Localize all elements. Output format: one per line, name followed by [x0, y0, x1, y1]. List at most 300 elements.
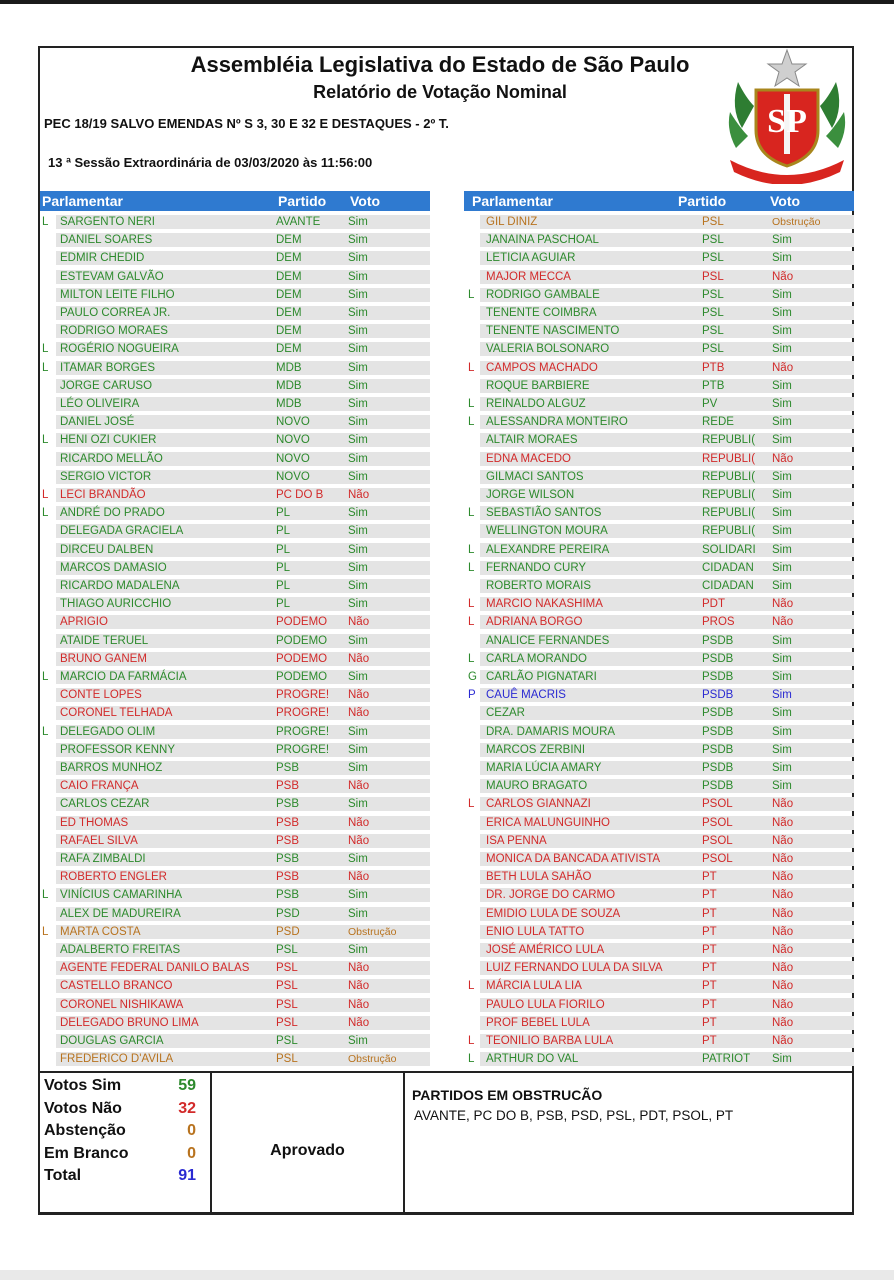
vote-value: Sim	[772, 652, 792, 665]
vote-value: Sim	[348, 743, 368, 756]
parlamentar-name: TEONILIO BARBA LULA	[486, 1035, 614, 1047]
parlamentar-name: ERICA MALUNGUINHO	[486, 816, 610, 829]
row-shading	[480, 706, 854, 720]
parlamentar-name: RICARDO MELLÃO	[60, 452, 163, 465]
vote-row	[40, 359, 430, 377]
vote-value: Sim	[348, 234, 368, 247]
party-name: PSDB	[702, 780, 734, 793]
vote-row	[40, 304, 430, 322]
vote-value: Sim	[348, 452, 368, 465]
vote-value: Não	[772, 1016, 794, 1029]
vote-row	[40, 1014, 430, 1032]
vote-row	[40, 395, 430, 413]
vote-value: Não	[348, 707, 370, 720]
row-flag: L	[468, 561, 475, 574]
vote-row	[40, 686, 430, 704]
vote-value: Sim	[348, 270, 368, 283]
total-label: Votos Sim	[44, 1077, 122, 1094]
party-name: PROGRE!	[276, 743, 330, 756]
row-flag: L	[468, 398, 475, 410]
parlamentar-name: CARLÃO PIGNATARI	[486, 671, 597, 683]
vote-row	[464, 286, 854, 304]
party-name: PSL	[702, 307, 724, 319]
row-flag: L	[42, 507, 49, 520]
parlamentar-name: ROBERTO MORAIS	[486, 580, 592, 592]
top-edge	[0, 0, 894, 4]
total-label: Total	[44, 1167, 82, 1184]
parlamentar-name: EMIDIO LULA DE SOUZA	[486, 907, 621, 920]
row-flag: L	[468, 416, 475, 429]
parlamentar-name: RAFA ZIMBALDI	[60, 853, 146, 865]
vote-value: Sim	[348, 434, 368, 447]
header-partido: Partido	[678, 193, 727, 209]
vote-row	[40, 977, 430, 995]
seal-letters: SP	[767, 103, 807, 140]
vote-value: Sim	[348, 1035, 368, 1047]
vote-value: Sim	[772, 379, 792, 392]
party-name: PT	[702, 1035, 717, 1047]
party-name: REPUBLI(	[702, 452, 756, 465]
parlamentar-name: ANALICE FERNANDES	[486, 634, 610, 647]
parlamentar-name: CARLOS GIANNAZI	[486, 798, 591, 811]
vote-value: Sim	[348, 889, 368, 902]
parlamentar-name: MONICA DA BANCADA ATIVISTA	[486, 853, 661, 865]
vote-value: Não	[772, 962, 794, 975]
vote-value: Sim	[348, 416, 368, 429]
parlamentar-name: ESTEVAM GALVÃO	[60, 270, 164, 283]
party-name: PSB	[276, 853, 300, 865]
parlamentar-name: CARLOS CEZAR	[60, 798, 150, 811]
vote-row	[464, 886, 854, 904]
row-flag: L	[42, 216, 49, 228]
party-name: PSOL	[702, 816, 733, 829]
party-name: PT	[702, 944, 717, 956]
party-name: PL	[276, 561, 291, 574]
party-name: AVANTE	[276, 216, 321, 228]
vote-row	[464, 359, 854, 377]
vote-row	[40, 559, 430, 577]
parlamentar-name: RODRIGO MORAES	[60, 325, 168, 338]
vote-value: Sim	[348, 325, 368, 338]
vote-row	[464, 795, 854, 813]
vote-row	[464, 632, 854, 650]
row-flag: L	[42, 434, 49, 447]
party-name: PSB	[276, 780, 300, 793]
party-name: PODEMO	[276, 616, 328, 629]
parlamentar-name: EDMIR CHEDID	[60, 252, 145, 265]
bottom-edge	[0, 1270, 894, 1280]
vote-value: Não	[772, 598, 794, 611]
vote-value: Não	[772, 944, 794, 956]
row-flag: L	[42, 889, 49, 902]
vote-value: Sim	[772, 707, 792, 720]
party-name: DEM	[276, 288, 302, 301]
parlamentar-name: HENI OZI CUKIER	[60, 434, 157, 447]
vote-row	[464, 1032, 854, 1050]
party-name: PT	[702, 962, 717, 975]
vote-value: Sim	[772, 634, 792, 647]
vote-value: Não	[772, 616, 794, 629]
party-name: PDT	[702, 598, 725, 611]
vote-row	[464, 450, 854, 468]
parlamentar-name: DANIEL JOSÉ	[60, 416, 135, 429]
vote-row	[464, 1050, 854, 1068]
party-name: MDB	[276, 361, 302, 374]
vote-row	[464, 304, 854, 322]
party-name: PL	[276, 543, 291, 556]
header-voto: Voto	[350, 193, 381, 209]
vote-row	[464, 322, 854, 340]
header-partido: Partido	[278, 193, 327, 209]
party-name: NOVO	[276, 434, 310, 447]
vote-value: Não	[348, 834, 370, 847]
vote-value: Sim	[348, 361, 368, 374]
total-label: Votos Não	[44, 1099, 122, 1117]
vote-row	[464, 777, 854, 795]
parlamentar-name: JOSÉ AMÉRICO LULA	[486, 944, 605, 956]
vote-value: Sim	[772, 743, 792, 756]
parlamentar-name: JORGE WILSON	[486, 489, 575, 501]
vote-value: Não	[348, 1016, 370, 1029]
parlamentar-name: DIRCEU DALBEN	[60, 543, 154, 556]
vote-value: Não	[348, 652, 370, 665]
party-name: PSL	[702, 325, 724, 338]
vote-value: Sim	[348, 762, 368, 774]
vote-value: Sim	[348, 525, 368, 538]
summary-divider	[403, 1071, 405, 1215]
vote-row	[40, 486, 430, 504]
sp-coat-of-arms-icon	[724, 48, 850, 184]
party-name: PSL	[276, 998, 298, 1011]
parlamentar-name: ED THOMAS	[60, 816, 129, 829]
row-flag: L	[42, 343, 49, 356]
vote-value: Sim	[772, 762, 792, 774]
vote-row	[40, 286, 430, 304]
parlamentar-name: DR. JORGE DO CARMO	[486, 889, 616, 902]
party-name: PSL	[702, 343, 724, 356]
party-name: PSOL	[702, 798, 733, 811]
vote-row	[40, 1050, 430, 1068]
total-value: 32	[178, 1099, 196, 1117]
vote-row	[464, 249, 854, 267]
party-name: PSL	[702, 252, 724, 265]
vote-row	[40, 868, 430, 886]
party-name: DEM	[276, 307, 302, 319]
parlamentar-name: CASTELLO BRANCO	[60, 980, 173, 993]
party-name: PSB	[276, 871, 300, 884]
vote-row	[464, 759, 854, 777]
row-flag: L	[468, 507, 475, 520]
vote-value: Sim	[348, 598, 368, 611]
vote-row	[40, 905, 430, 923]
vote-value: Obstrução	[348, 1053, 397, 1066]
parlamentar-name: ROGÉRIO NOGUEIRA	[60, 343, 179, 356]
vote-value: Não	[772, 1035, 794, 1047]
party-name: REPUBLI(	[702, 470, 756, 483]
parlamentar-name: ADALBERTO FREITAS	[60, 944, 181, 956]
parlamentar-name: TENENTE NASCIMENTO	[486, 325, 620, 338]
party-name: PROGRE!	[276, 689, 330, 702]
vote-value: Sim	[348, 507, 368, 520]
vote-value: Sim	[772, 525, 792, 538]
parlamentar-name: FERNANDO CURY	[486, 561, 587, 574]
vote-row	[40, 759, 430, 777]
parlamentar-name: THIAGO AURICCHIO	[60, 598, 172, 611]
parlamentar-name: GIL DINIZ	[486, 216, 538, 228]
vote-row	[40, 832, 430, 850]
parlamentar-name: LUIZ FERNANDO LULA DA SILVA	[486, 962, 663, 975]
header-parlamentar: Parlamentar	[42, 193, 123, 209]
row-flag: L	[468, 1035, 475, 1047]
pec-description: PEC 18/19 SALVO EMENDAS Nº S 3, 30 E 32 E DESTAQUES - 2º T.	[44, 116, 449, 131]
party-name: PSL	[702, 288, 724, 301]
total-label: Em Branco	[44, 1144, 129, 1162]
vote-value: Não	[772, 853, 794, 865]
vote-row	[464, 868, 854, 886]
vote-row	[464, 959, 854, 977]
party-name: PL	[276, 525, 291, 538]
vote-value: Sim	[772, 234, 792, 247]
parlamentar-name: MARCIO DA FARMÁCIA	[60, 671, 187, 683]
vote-row	[40, 959, 430, 977]
party-name: REDE	[702, 416, 734, 429]
party-name: CIDADAN	[702, 561, 754, 574]
party-name: PSDB	[702, 671, 734, 683]
row-flag: L	[468, 543, 475, 556]
party-name: PSB	[276, 816, 300, 829]
vote-row	[464, 213, 854, 231]
vote-value: Sim	[348, 853, 368, 865]
party-name: PSD	[276, 907, 300, 920]
vote-value: Sim	[772, 398, 792, 410]
party-name: PSL	[702, 270, 724, 283]
party-name: PSOL	[702, 853, 733, 865]
row-flag: L	[42, 361, 49, 374]
parlamentar-name: MARCOS DAMASIO	[60, 561, 167, 574]
vote-value: Não	[348, 998, 370, 1011]
party-name: PT	[702, 925, 717, 938]
parlamentar-name: MAJOR MECCA	[486, 270, 571, 283]
vote-row	[40, 996, 430, 1014]
vote-row	[40, 777, 430, 795]
party-name: PSL	[276, 944, 298, 956]
party-name: PSL	[702, 216, 724, 228]
row-flag: L	[468, 598, 475, 611]
vote-row	[40, 213, 430, 231]
parlamentar-name: CONTE LOPES	[60, 689, 142, 702]
parlamentar-name: ROBERTO ENGLER	[60, 871, 167, 884]
vote-row	[40, 431, 430, 449]
party-name: PL	[276, 507, 291, 520]
session-info: 13 ª Sessão Extraordinária de 03/03/2020 às 11:56:00	[48, 155, 373, 170]
parlamentar-name: CAIO FRANÇA	[60, 780, 139, 793]
parlamentar-name: ALTAIR MORAES	[486, 434, 578, 447]
row-flag: L	[42, 671, 49, 683]
parlamentar-name: MARCIO NAKASHIMA	[486, 598, 603, 611]
party-name: REPUBLI(	[702, 434, 756, 447]
vote-value: Sim	[348, 725, 368, 738]
vote-row	[464, 723, 854, 741]
party-name: NOVO	[276, 452, 310, 465]
parlamentar-name: ALEXANDRE PEREIRA	[486, 543, 610, 556]
party-name: PT	[702, 980, 717, 993]
row-flag: L	[468, 616, 475, 629]
parlamentar-name: MARTA COSTA	[60, 925, 141, 938]
parlamentar-name: VALERIA BOLSONARO	[486, 343, 610, 356]
parlamentar-name: BARROS MUNHOZ	[60, 762, 163, 774]
party-name: PATRIOT	[702, 1053, 751, 1066]
vote-row	[464, 977, 854, 995]
vote-row	[40, 450, 430, 468]
vote-value: Sim	[348, 398, 368, 410]
vote-row	[40, 704, 430, 722]
obstruction-title: PARTIDOS EM OBSTRUCÃO	[412, 1087, 603, 1103]
parlamentar-name: ARTHUR DO VAL	[486, 1053, 579, 1066]
vote-value: Não	[348, 780, 370, 793]
party-name: PSL	[276, 1016, 298, 1029]
vote-row	[40, 632, 430, 650]
vote-row	[40, 923, 430, 941]
vote-row	[40, 941, 430, 959]
vote-value: Sim	[772, 252, 792, 265]
party-name: PT	[702, 1016, 717, 1029]
vote-value: Não	[772, 270, 794, 283]
vote-row	[40, 668, 430, 686]
vote-value: Não	[348, 616, 370, 629]
vote-value: Não	[348, 962, 370, 975]
vote-row	[464, 486, 854, 504]
document-title: Assembléia Legislativa do Estado de São Paulo	[190, 52, 690, 77]
vote-row	[464, 595, 854, 613]
vote-value: Sim	[772, 780, 792, 793]
party-name: REPUBLI(	[702, 525, 756, 538]
parlamentar-name: BRUNO GANEM	[60, 652, 147, 665]
row-flag: L	[468, 980, 475, 993]
row-shading	[56, 615, 430, 629]
party-name: PSL	[276, 1053, 298, 1066]
party-name: PSDB	[702, 634, 734, 647]
party-name: DEM	[276, 234, 302, 247]
vote-value: Sim	[348, 580, 368, 592]
vote-row	[464, 741, 854, 759]
vote-row	[464, 468, 854, 486]
party-name: PTB	[702, 361, 725, 374]
party-name: PROGRE!	[276, 725, 330, 738]
vote-value: Não	[772, 798, 794, 811]
party-name: REPUBLI(	[702, 489, 756, 501]
party-name: PSDB	[702, 652, 734, 665]
vote-value: Sim	[348, 634, 368, 647]
vote-row	[464, 268, 854, 286]
vote-row	[464, 686, 854, 704]
parlamentar-name: REINALDO ALGUZ	[486, 398, 586, 410]
party-name: PSL	[276, 980, 298, 993]
vote-row	[40, 522, 430, 540]
row-flag: G	[468, 671, 477, 683]
vote-row	[464, 613, 854, 631]
parlamentar-name: DELEGADO BRUNO LIMA	[60, 1016, 199, 1029]
vote-value: Sim	[772, 580, 792, 592]
vote-value: Não	[348, 489, 370, 501]
vote-value: Sim	[772, 689, 792, 702]
vote-row	[40, 850, 430, 868]
parlamentar-name: PROF BEBEL LULA	[486, 1016, 590, 1029]
vote-row	[40, 1032, 430, 1050]
parlamentar-name: DANIEL SOARES	[60, 234, 153, 247]
party-name: PC DO B	[276, 489, 324, 501]
party-name: PV	[702, 398, 718, 410]
vote-row	[464, 340, 854, 358]
vote-value: Sim	[348, 543, 368, 556]
vote-value: Sim	[348, 470, 368, 483]
vote-row	[40, 613, 430, 631]
row-flag: L	[42, 925, 49, 938]
party-name: MDB	[276, 398, 302, 410]
vote-row	[464, 850, 854, 868]
party-name: PSB	[276, 798, 300, 811]
vote-row	[40, 268, 430, 286]
party-name: PSDB	[702, 762, 734, 774]
vote-value: Sim	[772, 307, 792, 319]
party-name: PODEMO	[276, 652, 328, 665]
parlamentar-name: DELEGADO OLIM	[60, 725, 156, 738]
parlamentar-name: BETH LULA SAHÃO	[486, 871, 592, 884]
vote-row	[464, 541, 854, 559]
vote-value: Não	[348, 980, 370, 993]
vote-value: Não	[772, 816, 794, 829]
row-flag: L	[42, 725, 49, 738]
party-name: NOVO	[276, 416, 310, 429]
vote-row	[40, 886, 430, 904]
parlamentar-name: GILMACI SANTOS	[486, 470, 584, 483]
party-name: PSD	[276, 925, 300, 938]
vote-row	[40, 413, 430, 431]
party-name: PT	[702, 889, 717, 902]
vote-value: Não	[772, 980, 794, 993]
vote-value: Sim	[772, 671, 792, 683]
parlamentar-name: JANAINA PASCHOAL	[486, 234, 599, 247]
row-flag: L	[42, 489, 49, 501]
vote-row	[40, 741, 430, 759]
parlamentar-name: LÉO OLIVEIRA	[60, 398, 140, 410]
parlamentar-name: APRIGIO	[60, 616, 108, 629]
vote-row	[464, 522, 854, 540]
vote-value: Sim	[772, 416, 792, 429]
parlamentar-name: SARGENTO NERI	[60, 216, 155, 228]
vote-value: Não	[348, 816, 370, 829]
parlamentar-name: ROQUE BARBIERE	[486, 379, 590, 392]
parlamentar-name: DELEGADA GRACIELA	[60, 525, 184, 538]
parlamentar-name: FREDERICO D'AVILA	[60, 1053, 174, 1066]
total-value: 0	[187, 1144, 196, 1162]
vote-row	[464, 923, 854, 941]
vote-value: Não	[772, 925, 794, 938]
vote-value: Sim	[348, 561, 368, 574]
parlamentar-name: RODRIGO GAMBALE	[486, 288, 600, 301]
vote-value: Sim	[348, 907, 368, 920]
party-name: PSL	[702, 234, 724, 247]
total-value: 59	[178, 1077, 196, 1094]
vote-value: Sim	[348, 216, 368, 228]
vote-value: Não	[772, 871, 794, 884]
parlamentar-name: ADRIANA BORGO	[486, 616, 583, 629]
parlamentar-name: RICARDO MADALENA	[60, 580, 180, 592]
parlamentar-name: ISA PENNA	[486, 834, 547, 847]
vote-row	[464, 814, 854, 832]
row-flag: P	[468, 689, 476, 702]
total-label: Abstenção	[44, 1122, 126, 1139]
parlamentar-name: MARIA LÚCIA AMARY	[486, 762, 602, 774]
